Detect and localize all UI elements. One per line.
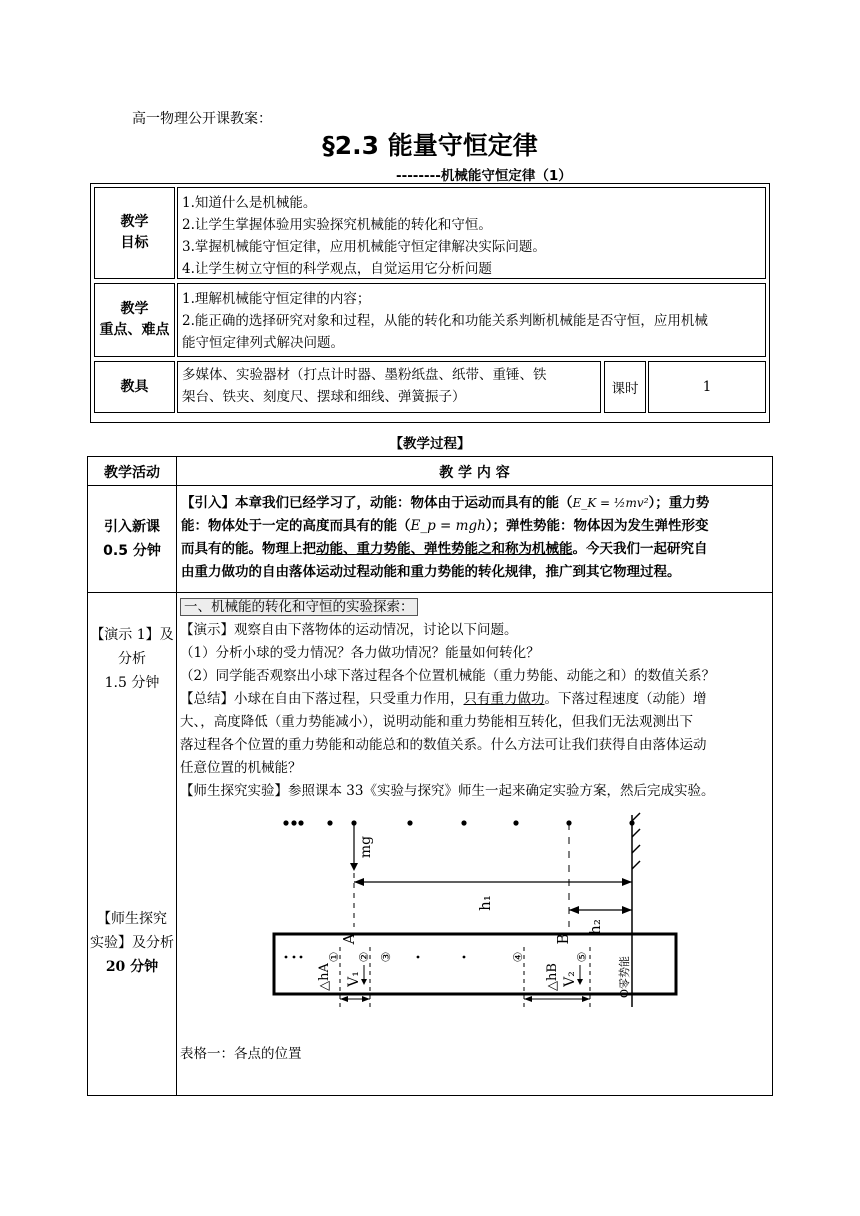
delta-hb-label: △hB (545, 963, 560, 991)
tools-label (94, 361, 175, 413)
objective-item: 2.让学生掌握体验用实验探究机械能的转化和守恒。 (182, 217, 492, 233)
keypoint-line: 2.能正确的选择研究对象和过程，从能的转化和功能关系判断机械能是否守恒，应用机械 (182, 313, 708, 329)
zero-level-label: O零势能 (618, 955, 631, 999)
h2-label: h₂ (586, 919, 604, 935)
demo-line: 任意位置的机械能？ (180, 760, 302, 776)
process-heading: 【教学过程】 (389, 436, 471, 452)
only-gravity-work: 只有重力做功 (463, 691, 545, 707)
experiment-diagram (268, 807, 688, 1007)
point-1-label: ① (327, 951, 341, 963)
objectives-label (94, 187, 175, 279)
keypoint-line: 能守恒定律列式解决问题。 (182, 335, 344, 351)
intro-content (181, 492, 771, 584)
tools-line: 架台、铁夹、刻度尺、摆球和细线、弹簧振子） (182, 389, 466, 405)
objectives-label-line2: 目标 (120, 235, 149, 251)
point-2-label: ② (357, 951, 371, 963)
point-5-label: ⑤ (575, 951, 589, 963)
header-content: 教 学 内 容 (439, 465, 510, 481)
ep-formula: E_p = mgh (410, 518, 486, 534)
period-label-text: 课时 (611, 381, 639, 397)
keypoint-line: 1.理解机械能守恒定律的内容； (182, 291, 371, 307)
intro-left (88, 515, 176, 563)
tape-dots (285, 956, 466, 959)
keypoints-content (177, 283, 766, 357)
intro-left-line2: 0.5 分钟 (103, 543, 161, 559)
section-title: 一、机械能的转化和守恒的实验探索： (180, 598, 418, 616)
objectives-label-line1: 教学 (120, 214, 149, 230)
keypoints-label-line1: 教学 (120, 301, 149, 317)
demo-line: 落过程各个位置的重力势能和动能总和的数值关系。什么方法可让我们获得自由落体运动 (180, 737, 707, 753)
period-label (604, 361, 646, 413)
period-value (648, 361, 766, 413)
objective-item: 3.掌握机械能守恒定律，应用机械能守恒定律解决实际问题。 (182, 239, 546, 255)
experiment-left-line3: 20 分钟 (105, 959, 159, 975)
page-title: §2.3 能量守恒定律 (322, 131, 538, 160)
point-4-label: ④ (511, 951, 525, 963)
keypoints-label-line2: 重点、难点 (99, 322, 170, 338)
demo-line: 【演示】观察自由下落物体的运动情况，讨论以下问题。 (180, 622, 518, 638)
header-note: 高一物理公开课教案： (132, 111, 272, 127)
point-B-label: B (554, 933, 572, 945)
demo-left (88, 623, 176, 695)
demo-left-line1: 【演示 1】及 (90, 627, 174, 643)
objective-item: 1.知道什么是机械能。 (182, 195, 317, 211)
process-table (87, 456, 773, 1096)
objectives-content (177, 187, 766, 279)
demo-left-line3: 1.5 分钟 (104, 675, 160, 691)
mechanical-energy-definition: 动能、重力势能、弹性势能之和称为机械能 (316, 541, 573, 557)
header-activity: 教学活动 (104, 465, 160, 481)
delta-ha-label: △hA (317, 963, 332, 991)
period-value-text: 1 (702, 379, 712, 395)
tools-line: 多媒体、实验器材（打点计时器、墨粉纸盘、纸带、重锤、铁 (182, 367, 547, 383)
info-table (90, 183, 770, 423)
mg-label: mg (358, 835, 374, 859)
tape-dots-top (283, 820, 634, 825)
experiment-left-line1: 【师生探究 (97, 911, 167, 927)
experiment-left (88, 907, 176, 979)
v1-label: V₁ (346, 971, 362, 987)
ground-hatch (632, 813, 640, 1007)
tools-label-text: 教具 (120, 378, 149, 395)
point-3-label: ③ (379, 951, 393, 963)
intro-line: 能：物体处于一定的高度而具有的能（E_p = mgh）；弹性势能：物体因为发生弹性形变 (181, 518, 709, 534)
point-A-label: A (340, 933, 358, 945)
intro-left-line1: 引入新课 (104, 519, 160, 535)
tools-content (177, 361, 601, 413)
demo-line: 【师生探究实验】参照课本 33《实验与探究》师生一起来确定实验方案，然后完成实验。 (180, 783, 715, 799)
demo-line: 【总结】小球在自由下落过程，只受重力作用，只有重力做功。下落过程速度（动能）增 (180, 691, 707, 707)
experiment-left-line2: 实验】及分析 (90, 935, 174, 951)
objective-item: 4.让学生树立守恒的科学观点，自觉运用它分析问题 (182, 261, 492, 277)
intro-line: 由重力做功的自由落体运动过程动能和重力势能的转化规律，推广到其它物理过程。 (181, 564, 681, 580)
intro-line: 而具有的能。物理上把动能、重力势能、弹性势能之和称为机械能。今天我们一起研究自 (181, 541, 708, 557)
v2-label: V₂ (562, 971, 578, 987)
h1-label: h₁ (476, 895, 494, 911)
demo-line: 大、，高度降低（重力势能减小），说明动能和重力势能相互转化，但我们无法观测出下 (180, 714, 693, 730)
page-subtitle: --------机械能守恒定律（1） (396, 168, 572, 184)
demo-line: （1）分析小球的受力情况？各力做功情况？能量如何转化？ (180, 645, 540, 661)
table-caption: 表格一：各点的位置 (180, 1046, 302, 1062)
demo-content (180, 596, 772, 803)
keypoints-label (94, 283, 175, 357)
demo-left-line2: 分析 (118, 651, 146, 667)
ek-formula: E_K = ½mv² (572, 496, 649, 510)
intro-line: 【引入】本章我们已经学习了，动能：物体由于运动而具有的能（E_K = ½mv²）；重力势 (181, 495, 710, 511)
demo-line: （2）同学能否观察出小球下落过程各个位置机械能（重力势能、动能之和）的数值关系？ (180, 668, 716, 684)
paper-tape (274, 934, 676, 994)
